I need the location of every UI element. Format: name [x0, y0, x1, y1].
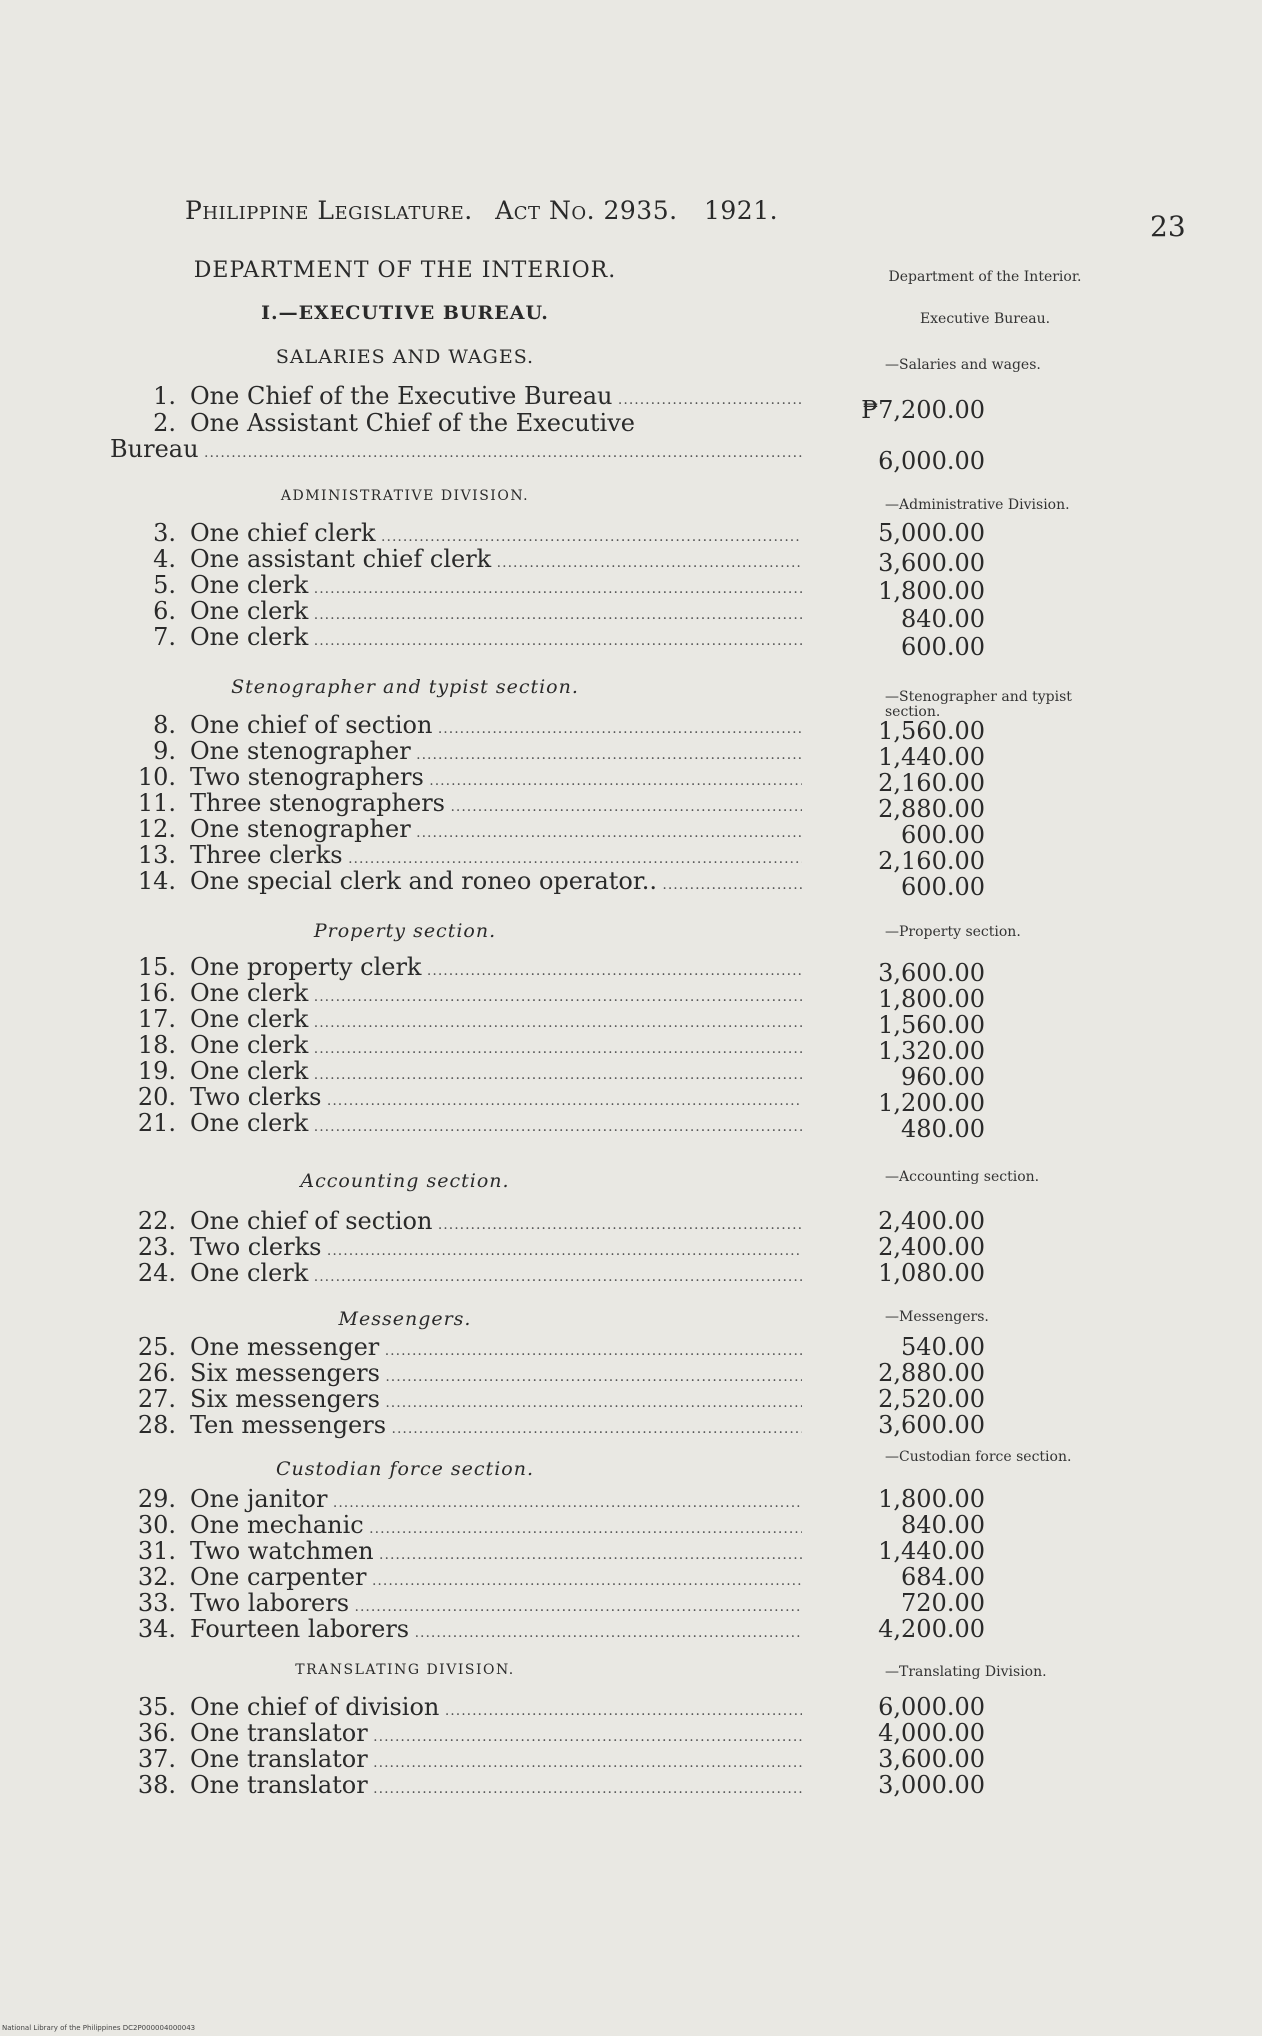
item-amount: 2,400.00 — [878, 1233, 985, 1261]
line-item — [110, 1385, 985, 1413]
item-number: 35. — [137, 1693, 176, 1721]
item-amount: 1,320.00 — [878, 1037, 985, 1065]
line-item — [110, 1359, 985, 1387]
salaries-heading: SALARIES AND WAGES. — [275, 346, 535, 368]
line-item — [110, 410, 870, 436]
header-year: 1921. — [704, 196, 779, 225]
item-amount: 840.00 — [901, 605, 985, 633]
item-number: 34. — [137, 1615, 176, 1643]
line-item — [110, 1259, 985, 1287]
item-description: One clerk ..... — [190, 1110, 802, 1140]
item-amount: 1,800.00 — [878, 1485, 985, 1513]
item-description: One clerk ..... — [190, 1058, 802, 1088]
item-number: 3. — [153, 519, 176, 547]
item-number: 36. — [137, 1719, 176, 1747]
line-item — [110, 711, 985, 745]
item-description: Two stenographers ..... — [190, 764, 802, 794]
item-amount: 2,160.00 — [878, 769, 985, 797]
item-number: 11. — [137, 789, 176, 817]
item-description: One stenographer ..... — [190, 738, 802, 768]
item-description: Ten messengers ..... — [190, 1412, 802, 1442]
item-description: Two clerks ..... — [190, 1084, 802, 1114]
item-number: 10. — [137, 763, 176, 791]
item-amount: 600.00 — [901, 633, 985, 661]
admin-division-heading: ADMINISTRATIVE DIVISION. — [280, 488, 530, 504]
item-description: One special clerk and roneo operator.. ..... — [190, 868, 802, 898]
line-item — [110, 1233, 985, 1261]
margin-note-salaries: —Salaries and wages. — [885, 357, 1041, 373]
item-number: 1. — [153, 382, 176, 410]
item-description: One stenographer ..... — [190, 816, 802, 846]
item-amount: 1,800.00 — [878, 985, 985, 1013]
item-number: 23. — [137, 1233, 176, 1261]
item-description: One mechanic ..... — [190, 1512, 802, 1542]
item-description: One clerk ..... — [190, 572, 802, 602]
item-number: 22. — [137, 1207, 176, 1235]
item-number: 21. — [137, 1109, 176, 1137]
line-item — [110, 1005, 985, 1039]
item-description: One clerk ..... — [190, 624, 802, 654]
line-item — [110, 1511, 985, 1539]
item-amount: 2,880.00 — [878, 795, 985, 823]
item-number: 32. — [137, 1563, 176, 1591]
item-amount: 6,000.00 — [878, 447, 985, 475]
line-item — [110, 737, 985, 771]
item-description: One chief clerk ..... — [190, 520, 802, 550]
margin-note-property: —Property section. — [885, 924, 1021, 940]
item-description: Six messengers ..... — [190, 1386, 802, 1416]
line-item — [110, 1109, 985, 1143]
line-item — [110, 1745, 985, 1773]
margin-note-accounting: —Accounting section. — [885, 1169, 1040, 1185]
line-item — [110, 1031, 985, 1065]
line-item — [110, 1719, 985, 1747]
line-item — [110, 1771, 985, 1799]
messengers-heading: Messengers. — [338, 1308, 472, 1330]
line-item — [110, 1563, 985, 1591]
steno-section-heading: Stenographer and typist section. — [231, 676, 579, 698]
item-number: 38. — [137, 1771, 176, 1799]
line-item — [110, 1083, 985, 1117]
item-amount: 1,200.00 — [878, 1089, 985, 1117]
header-title: Philippine Legislature. — [185, 196, 473, 225]
item-amount: 6,000.00 — [878, 1693, 985, 1721]
item-description-continued: Bureau ..... — [110, 436, 802, 466]
item-number: 15. — [137, 953, 176, 981]
header-act: Act No. 2935. — [495, 196, 678, 225]
scan-footer: National Library of the Philippines DC2P000004000043 — [2, 2024, 196, 2032]
line-item — [110, 1333, 985, 1361]
margin-note-bureau: Executive Bureau. — [919, 311, 1051, 327]
item-amount: 3,600.00 — [878, 959, 985, 987]
item-number: 26. — [137, 1359, 176, 1387]
item-amount: 840.00 — [901, 1511, 985, 1539]
item-number: 5. — [153, 571, 176, 599]
margin-note-translating: —Translating Division. — [885, 1664, 1047, 1680]
item-description: One translator ..... — [190, 1772, 802, 1802]
item-amount: 1,440.00 — [878, 743, 985, 771]
item-amount: 2,880.00 — [878, 1359, 985, 1387]
item-amount: 540.00 — [901, 1333, 985, 1361]
item-amount: 960.00 — [901, 1063, 985, 1091]
item-number: 13. — [137, 841, 176, 869]
item-amount: 2,400.00 — [878, 1207, 985, 1235]
margin-note-admin: —Administrative Division. — [885, 497, 1070, 513]
line-item — [110, 1207, 985, 1235]
line-item — [110, 545, 985, 577]
line-item — [110, 867, 985, 901]
item-amount: 1,800.00 — [878, 577, 985, 605]
item-number: 14. — [137, 867, 176, 895]
item-description: One clerk ..... — [190, 598, 802, 628]
item-number: 17. — [137, 1005, 176, 1033]
item-amount: 2,520.00 — [878, 1385, 985, 1413]
item-description: Two watchmen ..... — [190, 1538, 802, 1568]
item-amount: 600.00 — [901, 821, 985, 849]
item-description: One translator ..... — [190, 1746, 802, 1776]
line-item — [110, 1615, 985, 1643]
item-number: 31. — [137, 1537, 176, 1565]
item-number: 2. — [153, 409, 176, 437]
item-number: 20. — [137, 1083, 176, 1111]
margin-note-steno: —Stenographer and typist section. — [885, 689, 1072, 720]
item-description: One translator ..... — [190, 1720, 802, 1750]
item-description: One assistant chief clerk ..... — [190, 546, 802, 576]
item-description: One property clerk ..... — [190, 954, 802, 984]
item-description: Two clerks ..... — [190, 1234, 802, 1264]
item-amount: 5,000.00 — [878, 519, 985, 547]
item-number: 30. — [137, 1511, 176, 1539]
item-number: 24. — [137, 1259, 176, 1287]
item-number: 16. — [137, 979, 176, 1007]
item-number: 8. — [153, 711, 176, 739]
line-item — [110, 841, 985, 875]
item-amount: 1,440.00 — [878, 1537, 985, 1565]
translating-division-heading: TRANSLATING DIVISION. — [295, 1662, 515, 1678]
item-description: One clerk ..... — [190, 1032, 802, 1062]
item-description: One chief of section ..... — [190, 712, 802, 742]
line-item — [110, 1693, 985, 1721]
margin-note-department: Department of the Interior. — [888, 269, 1082, 285]
line-item — [110, 571, 985, 605]
item-number: 29. — [137, 1485, 176, 1513]
item-number: 28. — [137, 1411, 176, 1439]
line-item — [110, 1537, 985, 1565]
item-amount: 1,560.00 — [878, 1011, 985, 1039]
item-description: One janitor ..... — [190, 1486, 802, 1516]
item-description: One Assistant Chief of the Executive — [190, 410, 635, 437]
item-description: Two laborers ..... — [190, 1590, 802, 1620]
line-item — [110, 1589, 985, 1617]
item-number: 25. — [137, 1333, 176, 1361]
item-number: 6. — [153, 597, 176, 625]
item-amount: 720.00 — [901, 1589, 985, 1617]
running-header — [185, 196, 778, 225]
item-number: 37. — [137, 1745, 176, 1773]
line-item — [110, 763, 985, 797]
item-description: One carpenter ..... — [190, 1564, 802, 1594]
item-description: One clerk ..... — [190, 980, 802, 1010]
bureau-heading: I.—EXECUTIVE BUREAU. — [261, 302, 549, 324]
item-amount: 600.00 — [901, 873, 985, 901]
item-amount: 2,160.00 — [878, 847, 985, 875]
property-section-heading: Property section. — [313, 920, 497, 942]
item-amount: 3,600.00 — [878, 1411, 985, 1439]
item-number: 27. — [137, 1385, 176, 1413]
item-number: 19. — [137, 1057, 176, 1085]
line-item — [110, 953, 985, 987]
item-description: Six messengers ..... — [190, 1360, 802, 1390]
item-description: Three clerks ..... — [190, 842, 802, 872]
item-amount: 1,080.00 — [878, 1259, 985, 1287]
page-number: 23 — [1150, 210, 1186, 243]
item-amount: 3,600.00 — [878, 1745, 985, 1773]
line-item-continuation — [110, 436, 985, 475]
item-description: One chief of section ..... — [190, 1208, 802, 1238]
item-number: 18. — [137, 1031, 176, 1059]
line-item — [110, 1411, 985, 1439]
line-item — [110, 815, 985, 849]
item-amount: 3,000.00 — [878, 1771, 985, 1799]
item-number: 9. — [153, 737, 176, 765]
item-amount: ₱7,200.00 — [861, 396, 985, 424]
item-description: One clerk ..... — [190, 1260, 802, 1290]
item-number: 7. — [153, 623, 176, 651]
line-item — [110, 1485, 985, 1513]
item-amount: 684.00 — [901, 1563, 985, 1591]
department-heading: DEPARTMENT OF THE INTERIOR. — [193, 258, 617, 283]
item-description: Fourteen laborers ..... — [190, 1616, 802, 1646]
item-number: 33. — [137, 1589, 176, 1617]
item-description: One clerk ..... — [190, 1006, 802, 1036]
custodian-section-heading: Custodian force section. — [276, 1458, 534, 1480]
item-amount: 4,200.00 — [878, 1615, 985, 1643]
accounting-section-heading: Accounting section. — [300, 1170, 510, 1192]
line-item — [110, 519, 985, 547]
item-description: One Chief of the Executive Bureau ..... — [190, 383, 802, 413]
item-number: 12. — [137, 815, 176, 843]
item-description: One chief of division ..... — [190, 1694, 802, 1724]
margin-note-messengers: —Messengers. — [885, 1309, 989, 1325]
line-item — [110, 1057, 985, 1091]
item-description: One messenger ..... — [190, 1334, 802, 1364]
line-item — [110, 623, 985, 661]
item-amount: 480.00 — [901, 1115, 985, 1143]
item-amount: 4,000.00 — [878, 1719, 985, 1747]
item-amount: 1,560.00 — [878, 717, 985, 745]
line-item — [110, 979, 985, 1013]
item-number: 4. — [153, 545, 176, 573]
item-amount: 3,600.00 — [878, 549, 985, 577]
line-item — [110, 597, 985, 633]
line-item — [110, 789, 985, 823]
item-description: Three stenographers ..... — [190, 790, 802, 820]
margin-note-custodian: —Custodian force section. — [885, 1449, 1072, 1465]
